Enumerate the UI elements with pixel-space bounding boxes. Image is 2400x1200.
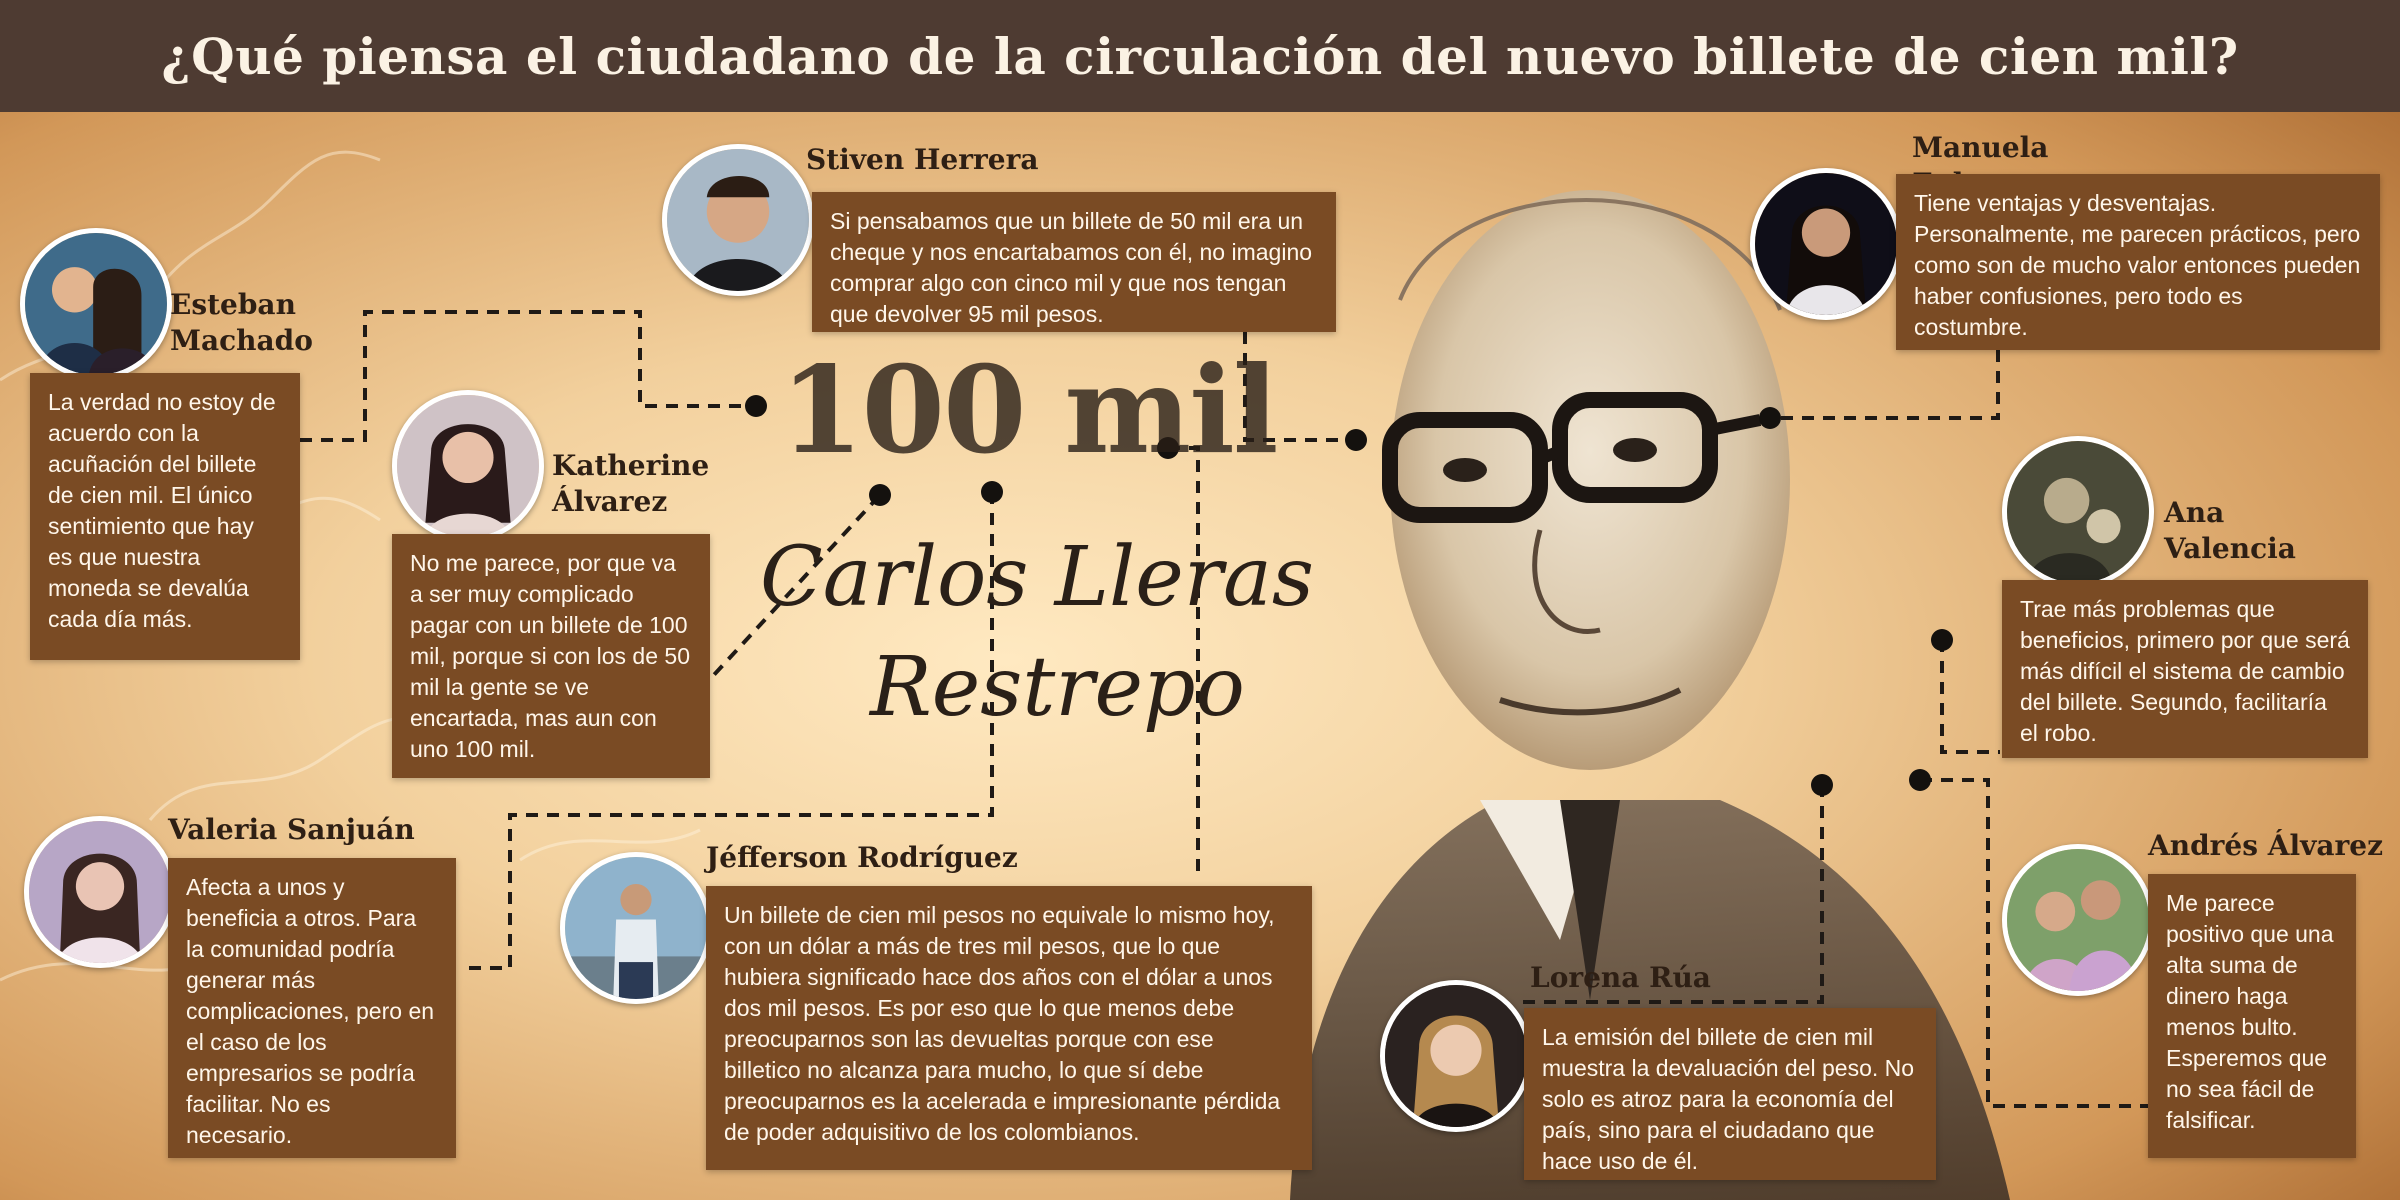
bill-denomination: 100 mil bbox=[780, 340, 1277, 481]
name-stiven-herrera: Stiven Herrera bbox=[806, 143, 1039, 176]
avatar-andres-alvarez bbox=[2002, 844, 2154, 996]
quote-valeria-sanjuan: Afecta a unos y beneficia a otros. Para la comunidad podría generar más complicaciones, pero en el caso de los empresarios se podría facilitar. No es necesario. bbox=[168, 858, 456, 1158]
avatar-valeria-sanjuan bbox=[24, 816, 176, 968]
name-manuela-zuluaga: Manuela bbox=[1912, 131, 2049, 164]
name-katherine-alvarez: Katherine Álvarez bbox=[552, 449, 710, 518]
name-jefferson-rodriguez: Jéfferson Rodríguez bbox=[706, 841, 1018, 874]
title-bar bbox=[0, 0, 2400, 112]
avatar-esteban-machado bbox=[20, 228, 172, 380]
bill-name-line2: Restrepo bbox=[870, 640, 1245, 735]
avatar-jefferson-rodriguez bbox=[560, 852, 712, 1004]
name-valeria-sanjuan: Valeria Sanjuán bbox=[168, 813, 415, 846]
bill-name-line1: Carlos Lleras bbox=[760, 530, 1314, 625]
avatar-stiven-herrera bbox=[662, 144, 814, 296]
quote-katherine-alvarez: No me parece, por que va a ser muy complicado pagar con un billete de 100 mil, porque si con los de 50 mil la gente se ve encartada, mas aun con uno 100 mil. bbox=[392, 534, 710, 778]
quote-andres-alvarez: Me parece positivo que una alta suma de dinero haga menos bulto. Esperemos que no sea fácil de falsificar. bbox=[2148, 874, 2356, 1158]
quote-jefferson-rodriguez: Un billete de cien mil pesos no equivale lo mismo hoy, con un dólar a más de tres mil pesos, que lo que hubiera significado hace dos años con el dólar a unos dos mil pesos. Es por eso que lo que menos debe preocuparnos son las devueltas porque con ese billetico no alcanza para mucho, lo que sí debe preocuparnos es la acelerada e impresionante pérdida de poder adquisitivo de los colombianos. bbox=[706, 886, 1312, 1170]
quote-ana-valencia: Trae más problemas que beneficios, primero por que será más difícil el sistema de cambio del billete. Segundo, facilitaría el robo. bbox=[2002, 580, 2368, 758]
name-lorena-rua: Lorena Rúa bbox=[1530, 961, 1711, 994]
quote-esteban-machado: La verdad no estoy de acuerdo con la acuñación del billete de cien mil. El único sentimiento que hay es que nuestra moneda se devalúa cada día más. bbox=[30, 373, 300, 660]
quote-stiven-herrera: Si pensabamos que un billete de 50 mil era un cheque y nos encartabamos con él, no imagino comprar algo con cinco mil y que nos tengan que devolver 95 mil pesos. bbox=[812, 192, 1336, 332]
page-title: ¿Qué piensa el ciudadano de la circulación del nuevo billete de cien mil? bbox=[161, 26, 2239, 86]
avatar-katherine-alvarez bbox=[392, 390, 544, 542]
name-esteban-machado: Esteban Machado bbox=[170, 288, 313, 357]
name-andres-alvarez: Andrés Álvarez bbox=[2148, 829, 2383, 862]
avatar-ana-valencia bbox=[2002, 436, 2154, 588]
quote-lorena-rua: La emisión del billete de cien mil muestra la devaluación del peso. No solo es atroz para la economía del país, sino para el ciudadano que hace uso de él. bbox=[1524, 1008, 1936, 1180]
name-ana-valencia: Ana Valencia bbox=[2164, 496, 2296, 565]
avatar-lorena-rua bbox=[1380, 980, 1532, 1132]
avatar-manuela-zuluaga bbox=[1750, 168, 1902, 320]
quote-manuela-zuluaga: Tiene ventajas y desventajas. Personalmente, me parecen prácticos, pero como son de mucho valor entonces pueden haber confusiones, pero todo es costumbre. bbox=[1896, 174, 2380, 350]
